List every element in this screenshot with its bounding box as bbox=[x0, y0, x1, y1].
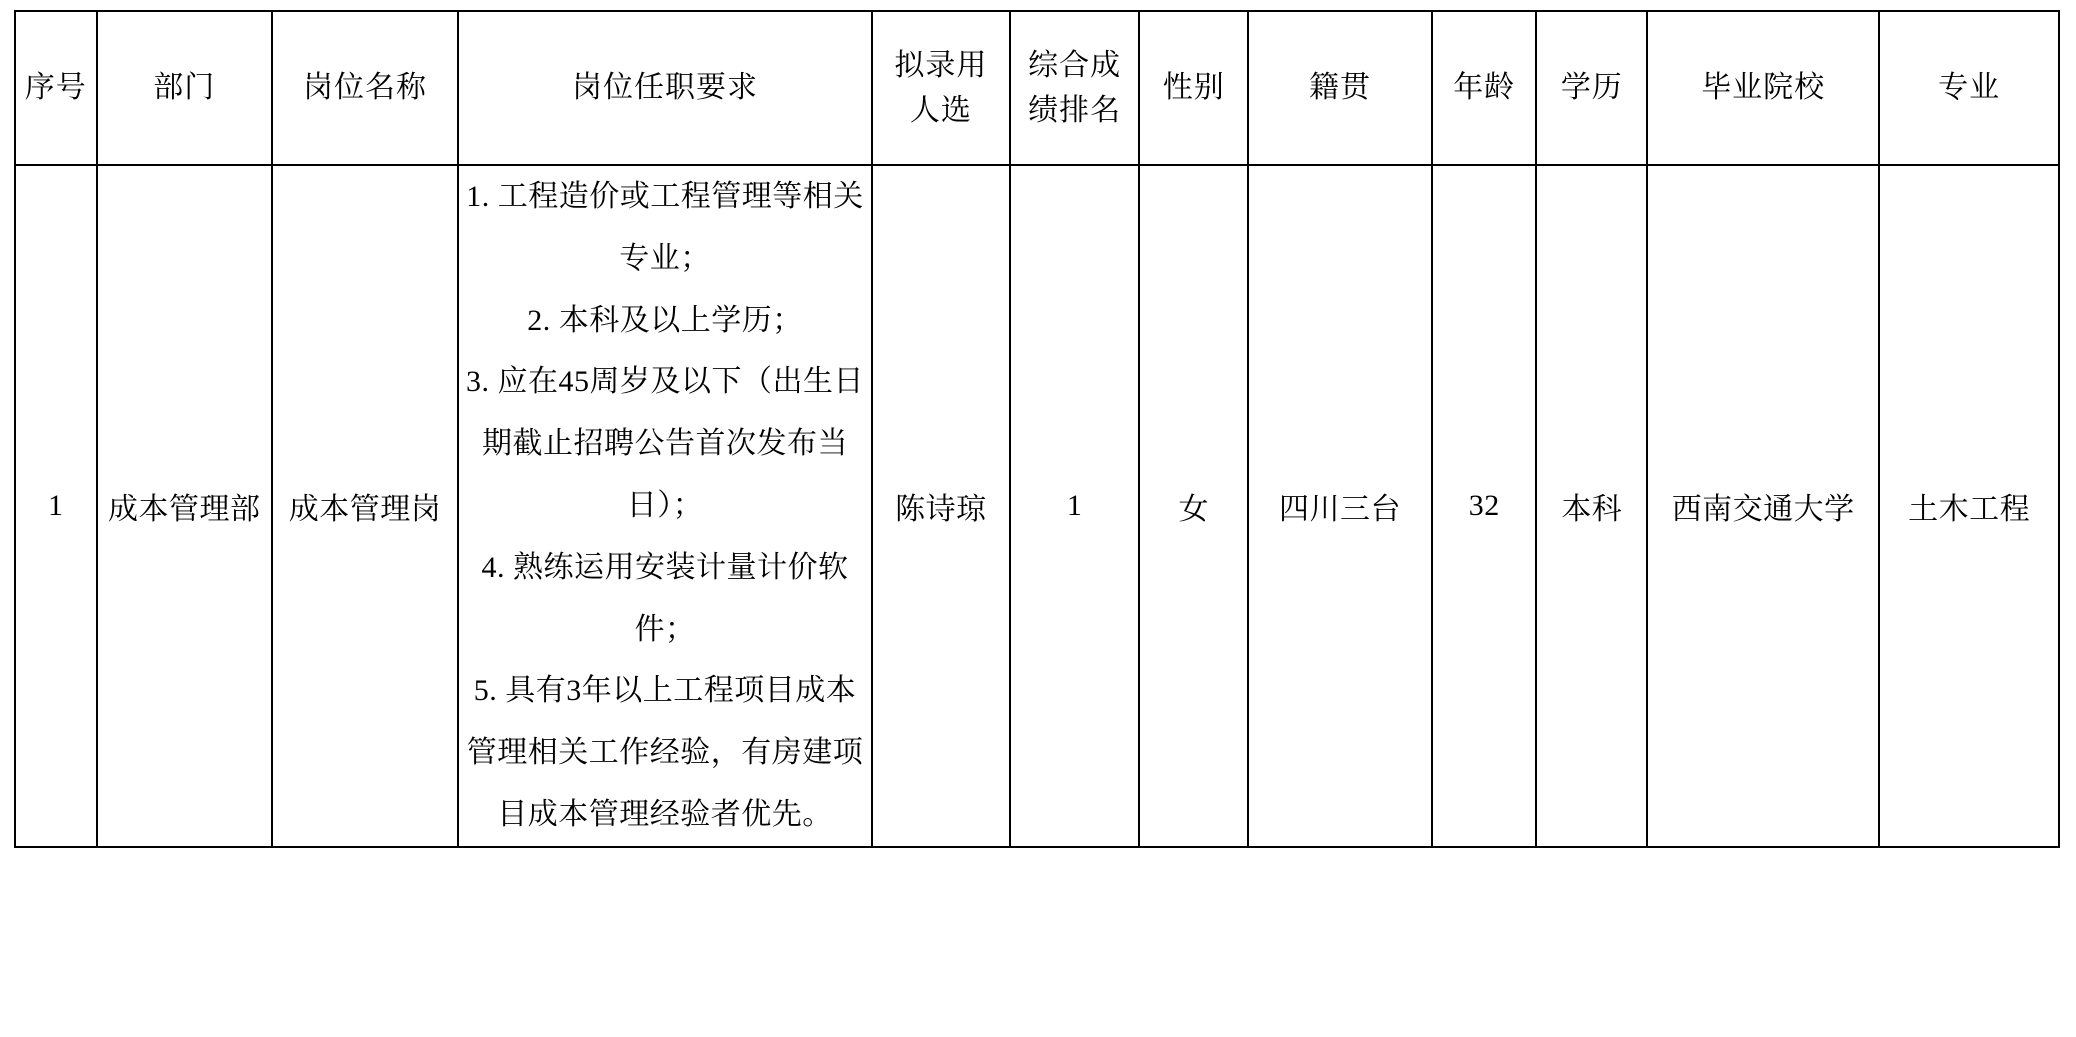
requirement-item: 1. 工程造价或工程管理等相关专业； bbox=[466, 180, 864, 275]
column-header-post: 岗位名称 bbox=[272, 11, 458, 165]
column-header-person bbox=[872, 11, 1010, 165]
table-row bbox=[15, 165, 2059, 847]
column-header-rank-line2: 绩排名 bbox=[1028, 94, 1122, 127]
requirement-item: 4. 熟练运用安装计量计价软件； bbox=[481, 550, 849, 646]
column-header-gender: 性别 bbox=[1139, 11, 1248, 165]
header-row bbox=[15, 11, 2059, 165]
recruitment-table bbox=[14, 10, 2060, 848]
cell-rank: 1 bbox=[1010, 165, 1140, 847]
column-header-rank-line1: 综合成 bbox=[1028, 49, 1122, 82]
cell-dept: 成本管理部 bbox=[97, 165, 273, 847]
cell-education: 本科 bbox=[1536, 165, 1647, 847]
cell-native: 四川三台 bbox=[1248, 165, 1432, 847]
requirement-item: 3. 应在45周岁及以下（出生日期截止招聘公告首次发布当日）； bbox=[465, 365, 864, 522]
requirement-item: 2. 本科及以上学历； bbox=[527, 303, 803, 337]
cell-post: 成本管理岗 bbox=[272, 165, 458, 847]
table-header bbox=[15, 11, 2059, 165]
cell-requirements bbox=[458, 165, 872, 847]
column-header-native: 籍贯 bbox=[1248, 11, 1432, 165]
column-header-person-line1: 拟录用 bbox=[894, 49, 988, 82]
column-header-dept: 部门 bbox=[97, 11, 273, 165]
column-header-seq: 序号 bbox=[15, 11, 97, 165]
table-body bbox=[15, 165, 2059, 847]
column-header-rank bbox=[1010, 11, 1140, 165]
cell-gender: 女 bbox=[1139, 165, 1248, 847]
requirement-item: 5. 具有3年以上工程项目成本管理相关工作经验，有房建项目成本管理经验者优先。 bbox=[466, 674, 864, 831]
cell-school: 西南交通大学 bbox=[1647, 165, 1879, 847]
column-header-person-line2: 人选 bbox=[909, 94, 972, 127]
cell-seq: 1 bbox=[15, 165, 97, 847]
column-header-school: 毕业院校 bbox=[1647, 11, 1879, 165]
cell-age: 32 bbox=[1432, 165, 1536, 847]
column-header-age: 年龄 bbox=[1432, 11, 1536, 165]
column-header-education: 学历 bbox=[1536, 11, 1647, 165]
cell-person: 陈诗琼 bbox=[872, 165, 1010, 847]
cell-major: 土木工程 bbox=[1879, 165, 2059, 847]
column-header-requirements: 岗位任职要求 bbox=[458, 11, 872, 165]
column-header-major: 专业 bbox=[1879, 11, 2059, 165]
